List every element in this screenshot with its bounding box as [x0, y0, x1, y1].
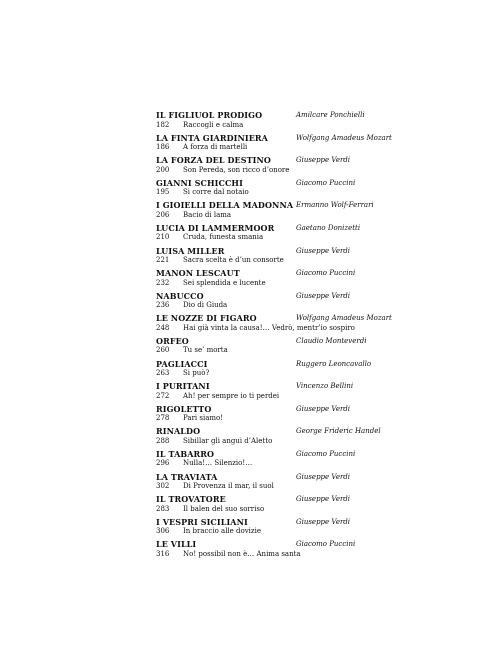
page-number: 306 — [156, 527, 170, 536]
composer-name: Claudio Monteverdi — [296, 336, 367, 345]
composer-name: Vincenzo Bellini — [296, 382, 354, 391]
composer-name: Giuseppe Verdi — [296, 404, 351, 413]
composer-name: Wolfgang Amadeus Mozart — [296, 133, 392, 142]
contents-entry — [156, 155, 396, 178]
page-number: 186 — [156, 143, 170, 152]
contents-entry — [156, 517, 396, 540]
composer-name: Giuseppe Verdi — [296, 472, 351, 481]
page-number: 260 — [156, 346, 170, 355]
composer-name: Amilcare Ponchielli — [296, 111, 365, 119]
page-number: 232 — [156, 278, 170, 287]
aria-title: Cruda, funesta smania — [183, 233, 264, 242]
aria-title: Si corre dal notaio — [183, 188, 249, 197]
page-number: 316 — [156, 549, 170, 558]
aria-title: Tu se’ morta — [183, 346, 228, 355]
page-number: 182 — [156, 120, 170, 129]
aria-title: Il balen del suo sorriso — [183, 504, 265, 513]
aria-title: Bacio di lama — [183, 210, 232, 219]
aria-title: In braccio alle dovizie — [183, 527, 261, 536]
composer-name: Giacomo Puccini — [296, 269, 356, 278]
opera-title: LUISA MILLER — [156, 245, 225, 256]
opera-title: IL TABARRO — [156, 448, 215, 459]
composer-name: Giuseppe Verdi — [296, 517, 351, 526]
aria-title: Dio di Giuda — [183, 301, 228, 310]
opera-title: ORFEO — [156, 335, 189, 346]
contents-entry — [156, 268, 396, 291]
aria-title: Raccogli e calma — [183, 120, 244, 129]
composer-name: George Frideric Handel — [296, 427, 381, 436]
aria-title: Sibillar gli angui d’Aletto — [183, 436, 273, 445]
page-number: 200 — [156, 165, 170, 174]
opera-title: GIANNI SCHICCHI — [156, 177, 243, 188]
opera-title: LA FORZA DEL DESTINO — [156, 155, 271, 166]
opera-title: I PURITANI — [156, 381, 210, 392]
composer-name: Giacomo Puccini — [296, 178, 356, 187]
contents-entry — [156, 200, 396, 223]
page-number: 296 — [156, 459, 170, 468]
opera-title: I GIOIELLI DELLA MADONNA — [156, 200, 294, 211]
opera-title: IL TROVATORE — [156, 494, 226, 505]
opera-title: MANON LESCAUT — [156, 268, 240, 279]
page-number: 206 — [156, 210, 170, 219]
contents-entry — [156, 246, 396, 269]
contents-entry — [156, 178, 396, 201]
aria-title: No! possibil non è… Anima santa — [183, 549, 301, 558]
contents-entry — [156, 539, 396, 562]
contents-entry — [156, 223, 396, 246]
page-number: 283 — [156, 504, 170, 513]
opera-title: RIGOLETTO — [156, 403, 212, 414]
contents-entry — [156, 381, 396, 404]
contents-entry — [156, 313, 396, 336]
contents-entry — [156, 336, 396, 359]
composer-name: Wolfgang Amadeus Mozart — [296, 314, 392, 323]
opera-title: LA FINTA GIARDINIERA — [156, 132, 268, 143]
composer-name: Giacomo Puccini — [296, 540, 356, 549]
opera-title: NABUCCO — [156, 290, 204, 301]
contents-entry — [156, 449, 396, 472]
aria-title: Si può? — [183, 369, 210, 378]
opera-title: IL FIGLIUOL PRODIGO — [156, 110, 263, 120]
page-number: 195 — [156, 188, 170, 197]
contents-entry — [156, 426, 396, 449]
opera-title: PAGLIACCI — [156, 358, 208, 369]
opera-title: LE NOZZE DI FIGARO — [156, 313, 257, 324]
aria-title: Hai già vinta la causa!… Vedrò, mentr’io sospiro — [183, 323, 355, 332]
composer-name: Ruggero Leoncavallo — [296, 359, 372, 368]
page-number: 248 — [156, 323, 170, 332]
contents-entry — [156, 110, 396, 133]
page-number: 302 — [156, 482, 170, 490]
opera-title: RINALDO — [156, 426, 201, 437]
contents-entry — [156, 494, 396, 517]
contents-entry — [156, 291, 396, 314]
composer-name: Giuseppe Verdi — [296, 156, 351, 165]
aria-title: Sei splendida e lucente — [183, 278, 266, 287]
composer-name: Gaetano Donizetti — [296, 223, 361, 232]
composer-name: Giuseppe Verdi — [296, 246, 351, 255]
aria-title: Di Provenza il mar, il suol — [183, 482, 274, 490]
page-number: 210 — [156, 233, 170, 242]
opera-title: I VESPRI SICILIANI — [156, 516, 248, 527]
composer-name: Giuseppe Verdi — [296, 291, 351, 300]
aria-title: Son Pereda, son ricco d’onore — [183, 165, 290, 174]
contents-entry — [156, 133, 396, 156]
page-number: 278 — [156, 414, 170, 423]
aria-title: Sacra scelta è d’un consorte — [183, 256, 284, 265]
contents-entry — [156, 472, 396, 495]
opera-title: LE VILLI — [156, 539, 197, 550]
page-number: 272 — [156, 391, 170, 400]
aria-title: A forza di martelli — [183, 143, 248, 152]
contents-entry — [156, 359, 396, 382]
composer-name: Giuseppe Verdi — [296, 495, 351, 504]
page-number: 236 — [156, 301, 170, 310]
composer-name: Ermanno Wolf-Ferrari — [296, 201, 374, 210]
contents-entry — [156, 404, 396, 427]
page-number: 288 — [156, 436, 170, 445]
aria-title: Ah! per sempre io ti perdei — [183, 391, 280, 400]
page-number: 263 — [156, 369, 170, 378]
aria-title: Nulla!… Silenzio!… — [183, 459, 253, 468]
opera-title: LA TRAVIATA — [156, 471, 218, 482]
opera-title: LUCIA DI LAMMERMOOR — [156, 222, 275, 233]
aria-title: Pari siamo! — [183, 414, 224, 423]
contents-list — [156, 110, 396, 562]
page-number: 221 — [156, 256, 170, 265]
composer-name: Giacomo Puccini — [296, 449, 356, 458]
